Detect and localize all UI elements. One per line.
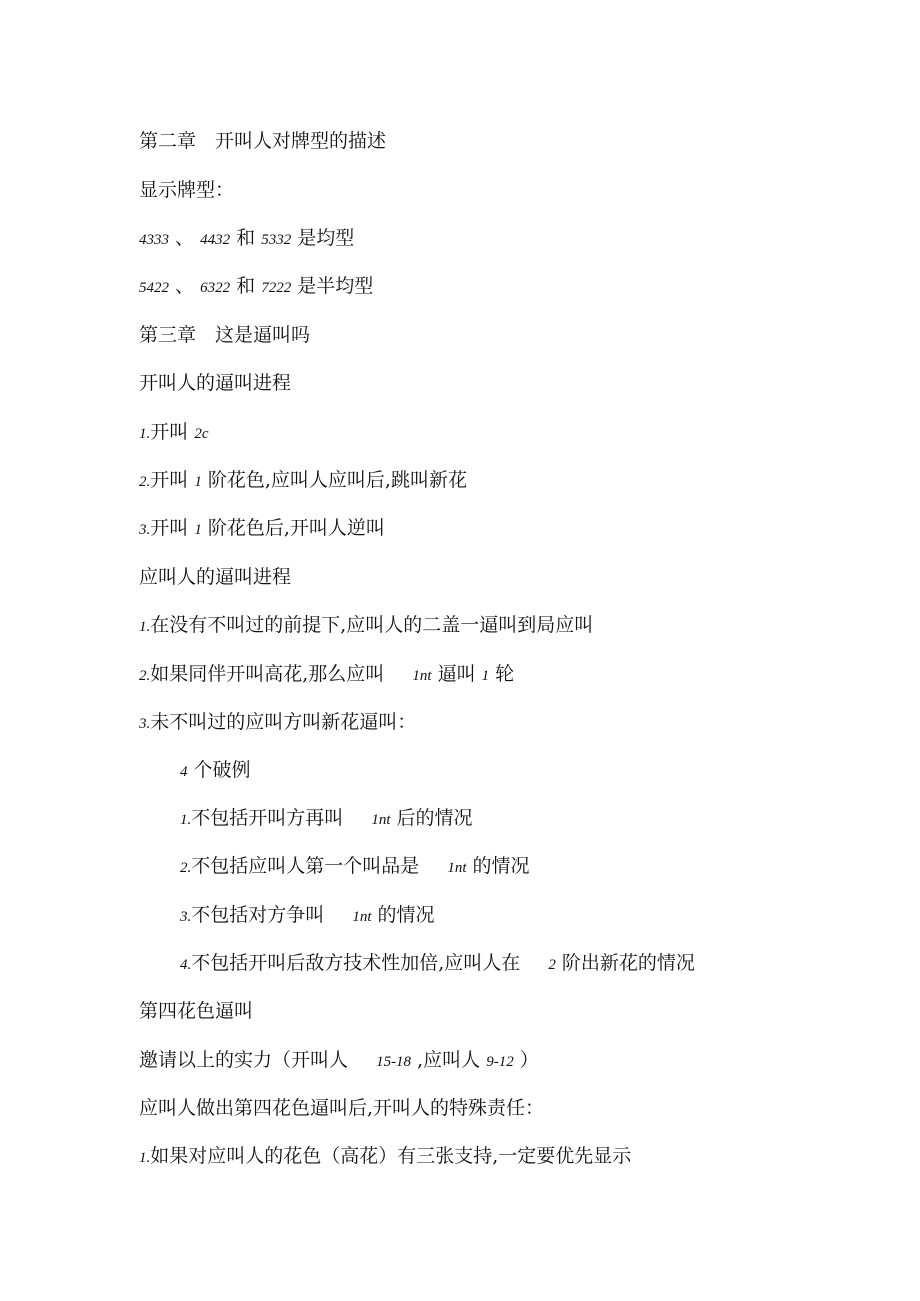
exceptions-heading: 4 个破例 xyxy=(180,759,251,781)
fourth-suit-heading: 第四花色逼叫 xyxy=(139,1000,254,1022)
list-item: 2.如果同伴开叫高花,那么应叫 1nt 逼叫 1 轮 xyxy=(139,663,515,685)
list-item: 3.不包括对方争叫 1nt 的情况 xyxy=(180,904,435,926)
list-item: 3.未不叫过的应叫方叫新花逼叫： xyxy=(139,711,417,733)
list-item: 2.不包括应叫人第一个叫品是 1nt 的情况 xyxy=(180,855,530,877)
opener-duty-line: 应叫人做出第四花色逼叫后,开叫人的特殊责任： xyxy=(139,1097,545,1119)
balanced-shapes-line: 4333 、 4432 和 5332 是均型 xyxy=(139,227,355,249)
opener-forcing-heading: 开叫人的逼叫进程 xyxy=(139,372,292,394)
list-item: 4.不包括开叫后敌方技术性加倍,应叫人在 2 阶出新花的情况 xyxy=(180,952,695,974)
invitation-strength-line: 邀请以上的实力（开叫人 15-18 ,应叫人 9-12 ） xyxy=(139,1049,539,1071)
shape-display-line: 显示牌型： xyxy=(139,179,235,201)
semi-balanced-shapes-line: 5422 、 6322 和 7222 是半均型 xyxy=(139,275,374,297)
list-item: 1.开叫 2c xyxy=(139,421,209,443)
chapter-3-heading: 第三章 这是逼叫吗 xyxy=(139,324,311,346)
list-item: 2.开叫 1 阶花色,应叫人应叫后,跳叫新花 xyxy=(139,469,467,491)
list-item: 3.开叫 1 阶花色后,开叫人逆叫 xyxy=(139,517,385,539)
chapter-2-heading: 第二章 开叫人对牌型的描述 xyxy=(139,130,387,152)
list-item: 1.如果对应叫人的花色（高花）有三张支持,一定要优先显示 xyxy=(139,1145,632,1167)
responder-forcing-heading: 应叫人的逼叫进程 xyxy=(139,566,292,588)
list-item: 1.不包括开叫方再叫 1nt 后的情况 xyxy=(180,807,473,829)
list-item: 1.在没有不叫过的前提下,应叫人的二盖一逼叫到局应叫 xyxy=(139,614,594,636)
